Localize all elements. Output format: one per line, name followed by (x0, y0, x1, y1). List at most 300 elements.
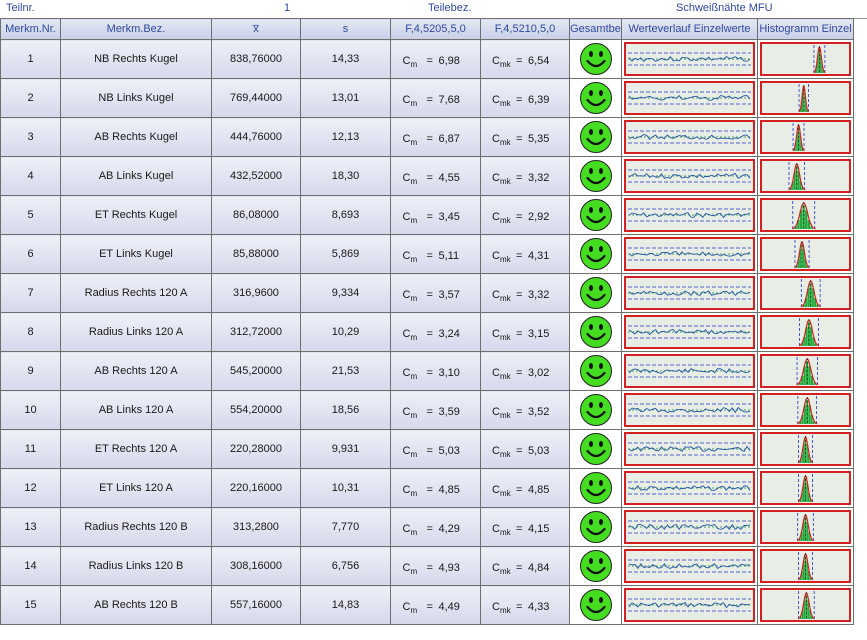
cm-label-letter: C (402, 367, 411, 379)
cm-equals: = (426, 523, 433, 535)
stddev-value: 6,756 (331, 560, 360, 572)
histogram-chart[interactable] (760, 120, 851, 154)
cm-label-letter: C (402, 523, 411, 535)
cell-stddev (301, 313, 391, 352)
table-row[interactable] (1, 79, 854, 118)
cm-label-subscript: m (410, 255, 418, 265)
cmk-label-subscript: mk (499, 411, 511, 421)
smiley-icon[interactable] (579, 159, 613, 193)
cell-mean (212, 430, 301, 469)
table-header-row (1, 19, 854, 40)
feature-name: AB Links Kugel (98, 170, 174, 182)
cm-value: 3,10 (438, 367, 460, 379)
cell-overall (570, 508, 622, 547)
histogram-chart[interactable] (760, 237, 851, 271)
part-info-bar (0, 0, 867, 19)
cmk-label-letter: C (492, 562, 500, 574)
cell-bez (61, 274, 212, 313)
cm-label (403, 328, 418, 342)
cell-mean (212, 313, 301, 352)
value-trend-chart[interactable] (624, 510, 755, 544)
cmk-label-letter: C (492, 211, 500, 223)
feature-number: 8 (27, 326, 34, 338)
cmk-equals: = (516, 133, 523, 145)
part-name-label: Teilebez. (428, 2, 472, 14)
table-row[interactable] (1, 157, 854, 196)
cell-cmk (481, 118, 570, 157)
stddev-value: 9,334 (331, 287, 360, 299)
cell-histogram (758, 430, 854, 469)
feature-number: 14 (24, 560, 37, 572)
cm-value: 3,59 (438, 406, 460, 418)
cell-stddev (301, 352, 391, 391)
cmk-label-letter: C (492, 172, 500, 184)
cm-equals: = (426, 211, 433, 223)
cm-label (403, 94, 418, 108)
cell-stddev (301, 547, 391, 586)
cm-equals: = (426, 55, 433, 67)
cm-label-letter: C (402, 601, 411, 613)
smiley-icon[interactable] (579, 432, 613, 466)
cm-value: 4,49 (438, 601, 460, 613)
cell-cm (391, 352, 481, 391)
cm-equals: = (426, 484, 433, 496)
histogram-chart[interactable] (760, 315, 851, 349)
cell-cmk (481, 352, 570, 391)
cell-mean (212, 391, 301, 430)
column-header-cmk[interactable]: F,4,5210,5,0 (481, 19, 570, 40)
cell-bez (61, 79, 212, 118)
cmk-equals: = (516, 289, 523, 301)
smiley-icon[interactable] (579, 81, 613, 115)
cm-label (403, 562, 418, 576)
cell-cm (391, 196, 481, 235)
cm-value: 3,24 (438, 328, 460, 340)
cmk-label (492, 367, 511, 381)
value-trend-chart[interactable] (624, 120, 755, 154)
column-header-mean[interactable]: x̅ (212, 19, 301, 40)
cmk-equals: = (516, 367, 523, 379)
cell-histogram (758, 508, 854, 547)
value-trend-chart[interactable] (624, 198, 755, 232)
histogram-chart[interactable] (760, 432, 851, 466)
cm-label-subscript: m (410, 528, 418, 538)
cell-bez (61, 196, 212, 235)
column-header-nr[interactable]: Merkm.Nr. (1, 19, 61, 40)
cell-cm (391, 391, 481, 430)
table-row[interactable] (1, 547, 854, 586)
cell-histogram (758, 79, 854, 118)
column-header-stddev[interactable]: s (301, 19, 391, 40)
part-number-label: Teilnr. (6, 2, 35, 14)
cmk-label-subscript: mk (499, 177, 511, 187)
stddev-value: 7,770 (331, 521, 360, 533)
histogram-chart[interactable] (760, 159, 851, 193)
smiley-icon[interactable] (579, 315, 613, 349)
cm-equals: = (426, 562, 433, 574)
cmk-equals: = (516, 172, 523, 184)
cmk-label (492, 523, 511, 537)
cm-label-letter: C (402, 484, 411, 496)
cm-value: 4,85 (438, 484, 460, 496)
table-row[interactable] (1, 313, 854, 352)
smiley-icon[interactable] (579, 588, 613, 622)
cm-label (403, 484, 418, 498)
cell-bez (61, 508, 212, 547)
stddev-value: 13,01 (331, 92, 360, 104)
smiley-icon[interactable] (579, 354, 613, 388)
cm-value: 3,57 (438, 289, 460, 301)
cell-nr (1, 508, 61, 547)
feature-name: AB Rechts 120 B (94, 599, 178, 611)
cell-overall (570, 196, 622, 235)
stddev-value: 9,931 (331, 443, 360, 455)
cell-value-chart (622, 586, 758, 625)
cm-label-letter: C (402, 250, 411, 262)
stddev-value: 21,53 (331, 365, 360, 377)
cell-value-chart (622, 430, 758, 469)
feature-name: Radius Links 120 A (88, 326, 184, 338)
cmk-label-letter: C (492, 289, 500, 301)
cell-value-chart (622, 235, 758, 274)
cmk-label-letter: C (492, 445, 500, 457)
stddev-value: 5,869 (331, 248, 360, 260)
cell-overall (570, 40, 622, 79)
smiley-icon[interactable] (579, 510, 613, 544)
cm-label-subscript: m (410, 333, 418, 343)
column-header-overall[interactable]: Gesamtbe (570, 19, 622, 40)
cell-bez (61, 352, 212, 391)
cell-value-chart (622, 274, 758, 313)
histogram-chart[interactable] (760, 42, 851, 76)
cmk-equals: = (516, 250, 523, 262)
cmk-equals: = (516, 55, 523, 67)
cm-label-subscript: m (410, 567, 418, 577)
cell-nr (1, 352, 61, 391)
cmk-value: 4,85 (528, 484, 550, 496)
table-row[interactable] (1, 196, 854, 235)
cell-mean (212, 508, 301, 547)
cm-label-letter: C (402, 328, 411, 340)
value-trend-chart[interactable] (624, 315, 755, 349)
cm-label (403, 406, 418, 420)
cmk-label (492, 562, 511, 576)
table-row[interactable] (1, 391, 854, 430)
cell-overall (570, 79, 622, 118)
cell-cmk (481, 469, 570, 508)
cmk-label-letter: C (492, 601, 500, 613)
cell-histogram (758, 547, 854, 586)
cmk-equals: = (516, 406, 523, 418)
mean-value: 313,2800 (233, 521, 279, 533)
cell-value-chart (622, 547, 758, 586)
cell-bez (61, 586, 212, 625)
smiley-icon[interactable] (579, 393, 613, 427)
histogram-chart[interactable] (760, 198, 851, 232)
cmk-label-letter: C (492, 484, 500, 496)
cell-overall (570, 235, 622, 274)
table-row[interactable] (1, 508, 854, 547)
cell-histogram (758, 118, 854, 157)
cmk-label-letter: C (492, 133, 500, 145)
feature-number: 4 (27, 170, 34, 182)
cell-value-chart (622, 40, 758, 79)
cell-value-chart (622, 157, 758, 196)
cmk-value: 3,15 (528, 328, 550, 340)
cmk-label-subscript: mk (499, 606, 511, 616)
cmk-value: 3,02 (528, 367, 550, 379)
cell-mean (212, 79, 301, 118)
feature-name: NB Links Kugel (98, 92, 174, 104)
feature-number: 9 (27, 365, 34, 377)
cell-cmk (481, 508, 570, 547)
cmk-value: 3,32 (528, 172, 550, 184)
table-row[interactable] (1, 430, 854, 469)
cell-mean (212, 469, 301, 508)
value-trend-chart[interactable] (624, 354, 755, 388)
value-trend-chart[interactable] (624, 42, 755, 76)
table-row[interactable] (1, 586, 854, 625)
cmk-label-subscript: mk (499, 567, 511, 577)
stddev-value: 8,693 (331, 209, 360, 221)
feature-number: 13 (24, 521, 37, 533)
cmk-label-letter: C (492, 55, 500, 67)
cell-mean (212, 352, 301, 391)
value-trend-chart[interactable] (624, 237, 755, 271)
cm-label (403, 211, 418, 225)
column-header-histogram[interactable]: Histogramm Einzel (758, 19, 854, 40)
cell-cm (391, 274, 481, 313)
cell-stddev (301, 118, 391, 157)
cmk-equals: = (516, 211, 523, 223)
cmk-label (492, 172, 511, 186)
cm-value: 4,29 (438, 523, 460, 535)
cell-cm (391, 157, 481, 196)
column-header-value-chart[interactable]: Werteverlauf Einzelwerte (622, 19, 758, 40)
cell-stddev (301, 430, 391, 469)
histogram-chart[interactable] (760, 510, 851, 544)
cm-label (403, 367, 418, 381)
cm-label (403, 523, 418, 537)
cmk-label (492, 211, 511, 225)
feature-name: Radius Rechts 120 A (84, 287, 188, 299)
cell-histogram (758, 157, 854, 196)
cmk-label (492, 289, 511, 303)
feature-number: 2 (27, 92, 34, 104)
smiley-icon[interactable] (579, 42, 613, 76)
mean-value: 769,44000 (230, 92, 282, 104)
cmk-label (492, 250, 511, 264)
cell-cm (391, 313, 481, 352)
cell-bez (61, 40, 212, 79)
cell-nr (1, 118, 61, 157)
cm-label-letter: C (402, 289, 411, 301)
cell-value-chart (622, 352, 758, 391)
histogram-chart[interactable] (760, 588, 851, 622)
feature-number: 1 (27, 53, 34, 65)
value-trend-chart[interactable] (624, 432, 755, 466)
cm-equals: = (426, 406, 433, 418)
cell-overall (570, 469, 622, 508)
smiley-icon[interactable] (579, 276, 613, 310)
cell-nr (1, 40, 61, 79)
histogram-chart[interactable] (760, 354, 851, 388)
feature-number: 15 (24, 599, 37, 611)
cell-bez (61, 118, 212, 157)
cell-bez (61, 157, 212, 196)
cmk-value: 4,31 (528, 250, 550, 262)
cell-overall (570, 391, 622, 430)
value-trend-chart[interactable] (624, 81, 755, 115)
cmk-label-letter: C (492, 250, 500, 262)
cm-value: 3,45 (438, 211, 460, 223)
smiley-icon[interactable] (579, 120, 613, 154)
column-header-bez[interactable]: Merkm.Bez. (61, 19, 212, 40)
cell-cm (391, 118, 481, 157)
cell-value-chart (622, 79, 758, 118)
feature-name: ET Links 120 A (99, 482, 173, 494)
cell-value-chart (622, 508, 758, 547)
feature-name: Radius Rechts 120 B (84, 521, 188, 533)
cmk-label-subscript: mk (499, 138, 511, 148)
cmk-label (492, 133, 511, 147)
cell-mean (212, 196, 301, 235)
table-row[interactable] (1, 274, 854, 313)
cell-nr (1, 547, 61, 586)
cm-label-letter: C (402, 133, 411, 145)
cell-stddev (301, 235, 391, 274)
cell-cmk (481, 235, 570, 274)
cm-label-letter: C (402, 445, 411, 457)
cmk-equals: = (516, 523, 523, 535)
cell-histogram (758, 196, 854, 235)
cm-equals: = (426, 367, 433, 379)
cell-cm (391, 469, 481, 508)
feature-number: 6 (27, 248, 34, 260)
cm-label-subscript: m (410, 177, 418, 187)
cm-equals: = (426, 601, 433, 613)
cmk-label (492, 94, 511, 108)
histogram-chart[interactable] (760, 471, 851, 505)
value-trend-chart[interactable] (624, 159, 755, 193)
cmk-value: 4,33 (528, 601, 550, 613)
value-trend-chart[interactable] (624, 393, 755, 427)
cell-value-chart (622, 118, 758, 157)
feature-name: ET Rechts Kugel (94, 209, 178, 221)
cell-mean (212, 586, 301, 625)
cmk-label-letter: C (492, 406, 500, 418)
cm-label-subscript: m (410, 489, 418, 499)
value-trend-chart[interactable] (624, 471, 755, 505)
cm-value: 4,55 (438, 172, 460, 184)
cm-equals: = (426, 94, 433, 106)
table-row[interactable] (1, 40, 854, 79)
cell-cm (391, 40, 481, 79)
cmk-label (492, 55, 511, 69)
value-trend-chart[interactable] (624, 588, 755, 622)
smiley-icon[interactable] (579, 237, 613, 271)
mean-value: 86,08000 (233, 209, 279, 221)
cell-cmk (481, 586, 570, 625)
cmk-value: 4,15 (528, 523, 550, 535)
cm-label-letter: C (402, 55, 411, 67)
value-trend-chart[interactable] (624, 276, 755, 310)
cm-label-subscript: m (410, 606, 418, 616)
cell-stddev (301, 157, 391, 196)
cmk-value: 2,92 (528, 211, 550, 223)
cmk-label-subscript: mk (499, 528, 511, 538)
cell-cmk (481, 79, 570, 118)
cmk-label (492, 406, 511, 420)
cm-label-subscript: m (410, 372, 418, 382)
stddev-value: 18,30 (331, 170, 360, 182)
cell-overall (570, 352, 622, 391)
cmk-label-subscript: mk (499, 489, 511, 499)
cell-nr (1, 469, 61, 508)
cell-value-chart (622, 391, 758, 430)
part-name-value: Schweißnähte MFU (676, 2, 773, 14)
cell-value-chart (622, 196, 758, 235)
feature-name: AB Rechts Kugel (94, 131, 178, 143)
table-row[interactable] (1, 352, 854, 391)
cmk-equals: = (516, 484, 523, 496)
cell-cmk (481, 313, 570, 352)
cm-label (403, 601, 418, 615)
table-row[interactable] (1, 469, 854, 508)
cm-label-letter: C (402, 406, 411, 418)
cm-label-subscript: m (410, 294, 418, 304)
cell-bez (61, 235, 212, 274)
stddev-value: 14,83 (331, 599, 360, 611)
column-header-cm[interactable]: F,4,5205,5,0 (391, 19, 481, 40)
feature-number: 12 (24, 482, 37, 494)
cell-bez (61, 313, 212, 352)
cmk-equals: = (516, 94, 523, 106)
feature-number: 11 (24, 443, 37, 455)
histogram-chart[interactable] (760, 276, 851, 310)
histogram-chart[interactable] (760, 81, 851, 115)
mean-value: 444,76000 (230, 131, 282, 143)
cm-equals: = (426, 328, 433, 340)
cell-histogram (758, 313, 854, 352)
cm-equals: = (426, 133, 433, 145)
cell-cmk (481, 196, 570, 235)
smiley-icon[interactable] (579, 549, 613, 583)
histogram-chart[interactable] (760, 393, 851, 427)
feature-name: ET Links Kugel (99, 248, 173, 260)
cell-histogram (758, 391, 854, 430)
cell-stddev (301, 391, 391, 430)
cell-mean (212, 235, 301, 274)
cell-overall (570, 586, 622, 625)
table-row[interactable] (1, 235, 854, 274)
cmk-label-letter: C (492, 367, 500, 379)
cmk-value: 4,84 (528, 562, 550, 574)
cm-label-letter: C (402, 562, 411, 574)
cell-cm (391, 547, 481, 586)
smiley-icon[interactable] (579, 198, 613, 232)
table-row[interactable] (1, 118, 854, 157)
smiley-icon[interactable] (579, 471, 613, 505)
cell-histogram (758, 469, 854, 508)
cell-cmk (481, 547, 570, 586)
cell-histogram (758, 352, 854, 391)
feature-name: AB Rechts 120 A (94, 365, 178, 377)
cmk-equals: = (516, 601, 523, 613)
mean-value: 312,72000 (230, 326, 282, 338)
histogram-chart[interactable] (760, 549, 851, 583)
value-trend-chart[interactable] (624, 549, 755, 583)
